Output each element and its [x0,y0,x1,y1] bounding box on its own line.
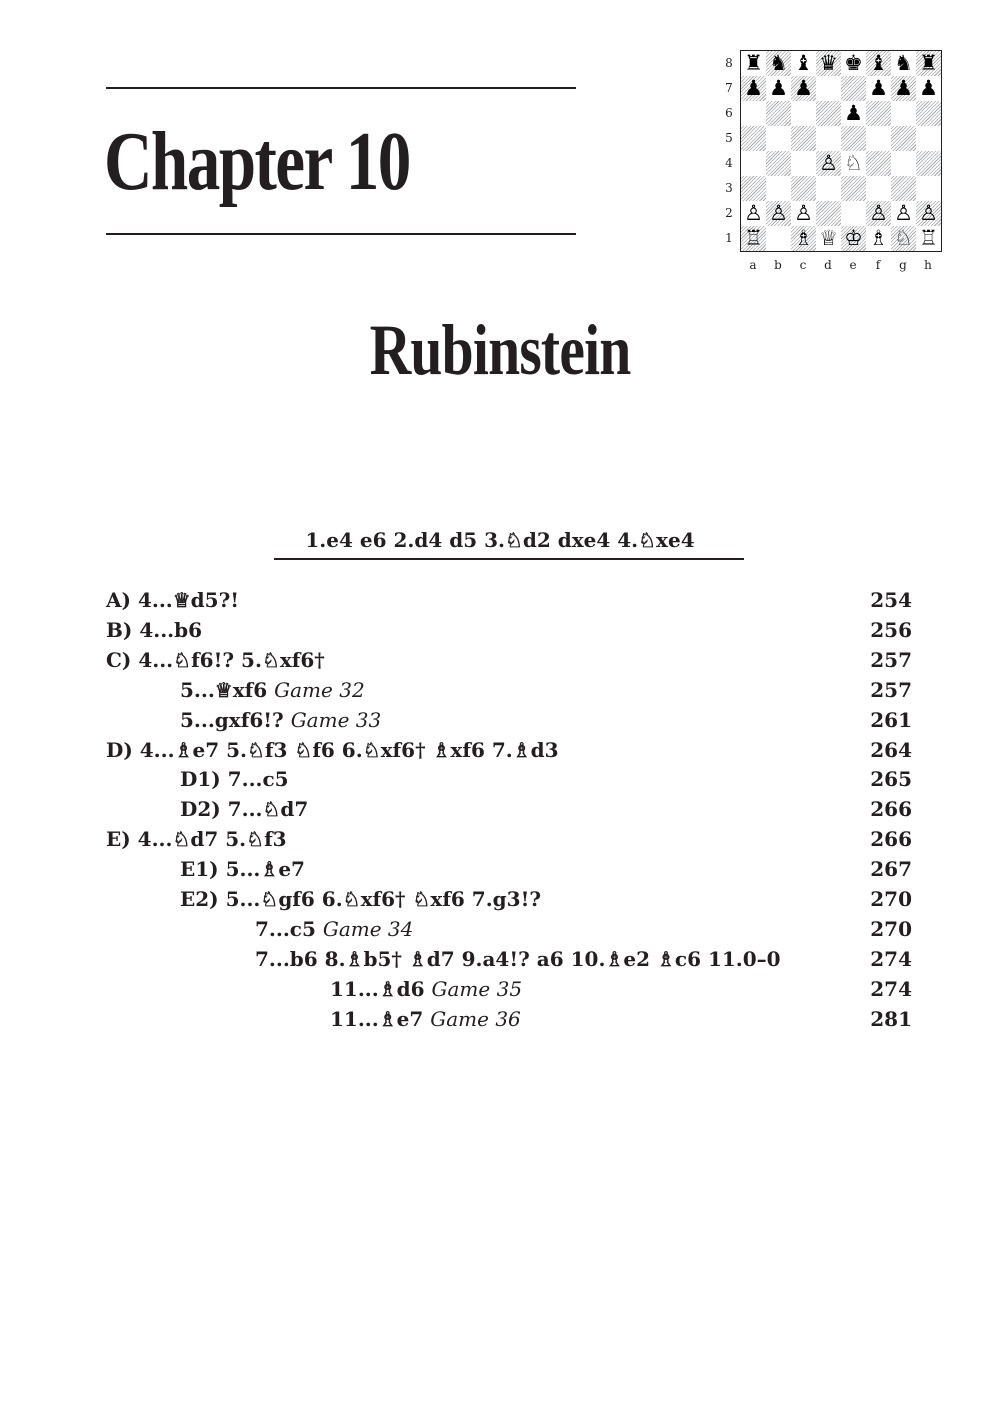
rank-label: 5 [725,131,733,145]
move-text: E1) 5...♗e7 [180,857,305,881]
contents-row [0,945,1000,975]
page-number: 257 [870,648,912,672]
move-text: 5...♕xf6 [180,678,268,702]
move-text: 7...b6 8.♗b5† ♗d7 9.a4!? a6 10.♗e2 ♗c6 11.0–0 [255,947,781,971]
square-g4 [891,151,916,176]
contents-row [0,855,1000,885]
piece-h2: ♙ [919,201,938,225]
move-text: 5...gxf6!? [180,708,284,732]
main-line-rule [274,558,744,560]
piece-d1: ♕ [819,226,838,250]
page-number: 257 [870,678,912,702]
rank-label: 1 [725,231,733,245]
page-number: 256 [870,618,912,642]
square-f4 [866,151,891,176]
chess-diagram [718,48,948,278]
contents-move [106,586,239,614]
game-label: Game 36 [430,1007,521,1031]
square-g3 [891,176,916,201]
square-c4 [791,151,816,176]
piece-f8: ♝ [869,51,888,75]
contents-move [180,676,365,704]
contents-move [180,765,289,793]
page-number: 270 [870,887,912,911]
contents-row [0,706,1000,736]
move-text: D2) 7...♘d7 [180,797,309,821]
square-a4 [741,151,766,176]
contents-move [330,975,522,1003]
square-a6 [741,101,766,126]
file-label: f [875,258,881,272]
piece-c2: ♙ [794,201,813,225]
piece-g2: ♙ [894,201,913,225]
rank-label: 8 [725,56,733,70]
square-h3 [916,176,941,201]
opening-name [0,308,1000,392]
page-number: 267 [870,857,912,881]
file-label: b [774,258,782,272]
contents-row [0,676,1000,706]
main-line: 1.e4 e6 2.d4 d5 3.♘d2 dxe4 4.♘xe4 [305,528,695,552]
page-number: 264 [870,738,912,762]
move-text: 7...c5 [255,917,316,941]
piece-h1: ♖ [919,226,938,250]
file-label: e [849,258,857,272]
page-number: 266 [870,827,912,851]
move-text: B) 4...b6 [106,618,203,642]
file-label: d [824,258,832,272]
game-label: Game 32 [274,678,365,702]
contents-row [0,825,1000,855]
move-text: 11...♗e7 [330,1007,424,1031]
contents-row [0,616,1000,646]
contents-move [106,736,559,764]
piece-f7: ♟ [869,76,888,100]
move-text: E2) 5...♘gf6 6.♘xf6† ♘xf6 7.g3!? [180,887,542,911]
game-label: Game 33 [290,708,382,732]
game-label: Game 34 [322,917,414,941]
file-label: h [924,258,932,272]
chessboard [740,50,942,252]
page-number: 254 [870,588,912,612]
move-text: D) 4...♗e7 5.♘f3 ♘f6 6.♘xf6† ♗xf6 7.♗d3 [106,738,559,762]
square-b1 [766,226,791,251]
page-number: 274 [870,977,912,1001]
contents-move [180,855,305,883]
square-d7 [816,76,841,101]
move-text: E) 4...♘d7 5.♘f3 [106,827,287,851]
square-d6 [816,101,841,126]
piece-c7: ♟ [794,76,813,100]
file-label: g [899,258,907,272]
piece-f2: ♙ [869,201,888,225]
piece-g1: ♘ [894,226,913,250]
piece-g8: ♞ [894,51,913,75]
contents-row [0,646,1000,676]
move-text: 11...♗d6 [330,977,425,1001]
square-d3 [816,176,841,201]
piece-e6: ♟ [844,101,863,125]
square-e7 [841,76,866,101]
title-top-rule [106,87,576,89]
page-number: 274 [870,947,912,971]
game-label: Game 35 [431,977,523,1001]
contents-move [106,646,325,674]
piece-b7: ♟ [769,76,788,100]
chapter-title: Chapter 10 [104,115,410,208]
move-text: C) 4...♘f6!? 5.♘xf6† [106,648,325,672]
contents-move [180,706,381,734]
opening-name-text: Rubinstein [369,310,631,390]
piece-e8: ♚ [844,51,863,75]
piece-a7: ♟ [744,76,763,100]
contents-move [330,1005,521,1033]
piece-c1: ♗ [794,226,813,250]
square-c6 [791,101,816,126]
piece-d8: ♛ [819,51,838,75]
page-number: 270 [870,917,912,941]
move-text: D1) 7...c5 [180,767,289,791]
square-h5 [916,126,941,151]
contents-row [0,885,1000,915]
piece-e1: ♔ [844,226,863,250]
square-a3 [741,176,766,201]
piece-b2: ♙ [769,201,788,225]
piece-f1: ♗ [869,226,888,250]
contents-move [255,945,781,973]
square-h4 [916,151,941,176]
file-label: c [799,258,807,272]
contents-row [0,795,1000,825]
page-number: 265 [870,767,912,791]
rank-label: 4 [725,156,733,170]
square-c3 [791,176,816,201]
piece-a2: ♙ [744,201,763,225]
piece-g7: ♟ [894,76,913,100]
contents-move [255,915,413,943]
contents-move [180,885,541,913]
piece-d4: ♙ [819,151,838,175]
contents-row [0,736,1000,766]
square-b6 [766,101,791,126]
rank-label: 6 [725,106,733,120]
square-e2 [841,201,866,226]
piece-h8: ♜ [919,51,938,75]
square-g5 [891,126,916,151]
page-number: 261 [870,708,912,732]
piece-a1: ♖ [744,226,763,250]
rank-label: 7 [725,81,733,95]
square-g6 [891,101,916,126]
square-b3 [766,176,791,201]
square-h6 [916,101,941,126]
square-b4 [766,151,791,176]
move-text: A) 4...♕d5?! [106,588,240,612]
square-a5 [741,126,766,151]
contents-row [0,975,1000,1005]
piece-e4: ♘ [844,151,863,175]
contents-move [180,795,308,823]
rank-label: 3 [725,181,733,195]
contents-row [0,765,1000,795]
page-number: 281 [870,1007,912,1031]
square-d2 [816,201,841,226]
square-f5 [866,126,891,151]
title-bottom-rule [106,233,576,235]
piece-h7: ♟ [919,76,938,100]
rank-label: 2 [725,206,733,220]
contents-move [106,616,202,644]
square-d5 [816,126,841,151]
piece-b8: ♞ [769,51,788,75]
contents-row [0,1005,1000,1035]
square-b5 [766,126,791,151]
page-number: 266 [870,797,912,821]
square-e5 [841,126,866,151]
file-label: a [749,258,757,272]
square-e3 [841,176,866,201]
square-f3 [866,176,891,201]
piece-a8: ♜ [744,51,763,75]
square-f6 [866,101,891,126]
piece-c8: ♝ [794,51,813,75]
square-c5 [791,126,816,151]
contents-row [0,586,1000,616]
contents-move [106,825,287,853]
contents-row [0,915,1000,945]
